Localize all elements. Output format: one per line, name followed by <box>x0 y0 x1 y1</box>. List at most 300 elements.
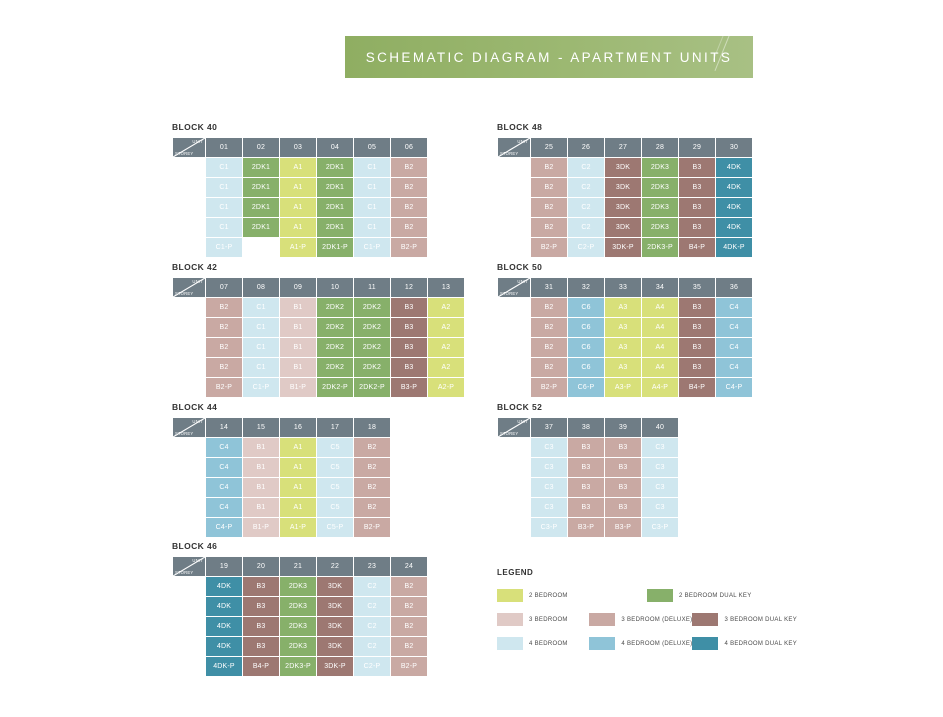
storey-label: 01 <box>498 238 531 258</box>
unit-cell[interactable]: C1 <box>354 198 391 218</box>
unit-cell[interactable]: B2 <box>531 338 568 358</box>
storey-label: 02 <box>173 218 206 238</box>
unit-cell[interactable]: B3 <box>679 198 716 218</box>
unit-number-header[interactable]: 30 <box>716 138 753 158</box>
unit-number-header[interactable]: 17 <box>317 418 354 438</box>
grid-header-row <box>173 418 391 438</box>
storey-label: 01 <box>498 518 531 538</box>
unit-storey-corner-cell <box>173 557 206 577</box>
storey-label: 05 <box>173 577 206 597</box>
block-title: BLOCK 40 <box>172 122 218 132</box>
grid-row <box>498 338 753 358</box>
unit-cell[interactable]: C5 <box>317 498 354 518</box>
unit-cell[interactable]: B2 <box>531 218 568 238</box>
unit-cell[interactable]: 3DK <box>317 637 354 657</box>
unit-cell[interactable]: C3-P <box>642 518 679 538</box>
unit-cell[interactable]: C4 <box>716 318 753 338</box>
unit-number-header[interactable]: 02 <box>243 138 280 158</box>
unit-cell[interactable]: 3DK <box>317 597 354 617</box>
unit-cell[interactable]: C4 <box>716 298 753 318</box>
unit-number-header[interactable]: 36 <box>716 278 753 298</box>
grid-row <box>173 637 428 657</box>
unit-cell[interactable]: B2 <box>391 178 428 198</box>
unit-cell[interactable]: B2 <box>531 198 568 218</box>
unit-number-header[interactable]: 07 <box>206 278 243 298</box>
unit-number-header[interactable]: 22 <box>317 557 354 577</box>
unit-cell[interactable]: C2-P <box>568 238 605 258</box>
unit-number-header[interactable]: 23 <box>354 557 391 577</box>
unit-cell[interactable]: B3 <box>605 458 642 478</box>
unit-cell[interactable]: C6 <box>568 298 605 318</box>
unit-cell[interactable]: B3 <box>391 338 428 358</box>
unit-cell[interactable]: C4 <box>716 358 753 378</box>
unit-cell[interactable]: B1 <box>243 498 280 518</box>
unit-cell[interactable]: C4 <box>206 458 243 478</box>
unit-cell[interactable]: B1 <box>280 358 317 378</box>
unit-cell[interactable]: 3DK <box>605 198 642 218</box>
grid-row <box>173 178 428 198</box>
unit-cell[interactable]: C1-P <box>243 378 280 398</box>
storey-label: 04 <box>173 178 206 198</box>
unit-cell[interactable]: 4DK <box>206 637 243 657</box>
unit-number-header[interactable]: 15 <box>243 418 280 438</box>
unit-number-header[interactable]: 25 <box>531 138 568 158</box>
unit-cell[interactable]: 3DK <box>605 158 642 178</box>
unit-cell[interactable]: B2-P <box>354 518 391 538</box>
unit-cell[interactable]: C4-P <box>206 518 243 538</box>
unit-cell[interactable]: B2 <box>354 438 391 458</box>
unit-cell[interactable]: C1 <box>243 318 280 338</box>
grid-row <box>173 358 465 378</box>
unit-cell[interactable]: 2DK2 <box>317 338 354 358</box>
unit-cell[interactable]: B3 <box>679 158 716 178</box>
unit-number-header[interactable]: 39 <box>605 418 642 438</box>
unit-cell[interactable]: 2DK2 <box>354 298 391 318</box>
unit-cell[interactable]: A1 <box>280 498 317 518</box>
unit-cell[interactable]: B3 <box>243 577 280 597</box>
unit-cell[interactable]: B4-P <box>679 238 716 258</box>
unit-cell[interactable]: C1 <box>354 158 391 178</box>
unit-number-header[interactable]: 05 <box>354 138 391 158</box>
storey-label: 04 <box>498 458 531 478</box>
unit-cell[interactable]: 2DK2-P <box>354 378 391 398</box>
unit-cell[interactable]: B3 <box>568 498 605 518</box>
unit-number-header[interactable]: 21 <box>280 557 317 577</box>
unit-cell[interactable]: 2DK2 <box>354 318 391 338</box>
unit-cell[interactable]: C3 <box>642 498 679 518</box>
unit-cell[interactable]: C4 <box>206 438 243 458</box>
unit-cell[interactable]: 2DK1 <box>243 178 280 198</box>
unit-number-header[interactable]: 31 <box>531 278 568 298</box>
unit-number-header[interactable]: 29 <box>679 138 716 158</box>
unit-cell[interactable]: B3 <box>568 458 605 478</box>
unit-cell[interactable]: B3 <box>679 338 716 358</box>
unit-cell[interactable]: 2DK2 <box>354 338 391 358</box>
storey-label: 03 <box>173 617 206 637</box>
unit-cell[interactable]: B2 <box>391 218 428 238</box>
unit-cell[interactable]: B2 <box>206 318 243 338</box>
unit-cell[interactable]: B3 <box>679 298 716 318</box>
unit-cell[interactable]: A1 <box>280 198 317 218</box>
unit-cell[interactable]: B1 <box>280 318 317 338</box>
unit-grid <box>497 417 679 538</box>
legend-item <box>589 613 692 626</box>
unit-cell[interactable]: 2DK3 <box>280 637 317 657</box>
unit-cell[interactable]: B3 <box>679 218 716 238</box>
unit-cell[interactable]: B3 <box>605 438 642 458</box>
unit-cell[interactable]: A3 <box>605 358 642 378</box>
unit-cell[interactable]: B2-P <box>531 238 568 258</box>
unit-cell[interactable]: C6 <box>568 318 605 338</box>
unit-cell[interactable]: B3 <box>243 617 280 637</box>
unit-cell[interactable]: B1-P <box>280 378 317 398</box>
unit-number-header[interactable]: 09 <box>280 278 317 298</box>
unit-cell[interactable]: C2-P <box>354 657 391 677</box>
unit-cell[interactable]: A1 <box>280 218 317 238</box>
unit-cell[interactable]: B1 <box>243 478 280 498</box>
grid-row <box>173 378 465 398</box>
unit-cell[interactable]: 2DK3 <box>642 198 679 218</box>
unit-cell[interactable]: C4 <box>206 498 243 518</box>
unit-cell[interactable]: B1-P <box>243 518 280 538</box>
unit-cell[interactable]: A1-P <box>280 238 317 258</box>
unit-grid <box>172 556 428 677</box>
unit-number-header[interactable]: 33 <box>605 278 642 298</box>
unit-cell[interactable]: B2 <box>391 577 428 597</box>
unit-cell[interactable]: 2DK1 <box>317 218 354 238</box>
block-title: BLOCK 46 <box>172 541 218 551</box>
unit-cell[interactable]: 2DK2 <box>354 358 391 378</box>
unit-cell[interactable]: A2 <box>428 338 465 358</box>
unit-cell[interactable]: 2DK1 <box>317 178 354 198</box>
unit-number-header[interactable]: 38 <box>568 418 605 438</box>
unit-number-header[interactable]: 24 <box>391 557 428 577</box>
unit-cell[interactable]: B1 <box>243 458 280 478</box>
storey-label: 02 <box>498 218 531 238</box>
unit-cell[interactable]: B2 <box>206 298 243 318</box>
unit-cell[interactable]: B2-P <box>391 238 428 258</box>
unit-cell[interactable]: B3 <box>679 318 716 338</box>
unit-number-header[interactable]: 19 <box>206 557 243 577</box>
unit-cell[interactable]: B3 <box>605 498 642 518</box>
legend-swatch <box>589 637 615 650</box>
unit-cell[interactable]: A1 <box>280 478 317 498</box>
unit-number-header[interactable]: 13 <box>428 278 465 298</box>
unit-cell[interactable]: B4-P <box>679 378 716 398</box>
unit-cell[interactable]: B2 <box>531 358 568 378</box>
grid-row <box>498 378 753 398</box>
unit-cell[interactable]: B2 <box>391 158 428 178</box>
unit-cell[interactable]: C2 <box>354 637 391 657</box>
unit-cell[interactable]: A1 <box>280 158 317 178</box>
unit-cell[interactable]: B3 <box>391 318 428 338</box>
unit-number-header[interactable]: 16 <box>280 418 317 438</box>
unit-cell[interactable]: A2 <box>428 358 465 378</box>
unit-cell[interactable]: A2 <box>428 318 465 338</box>
unit-storey-corner-cell <box>173 418 206 438</box>
unit-cell[interactable]: B1 <box>243 438 280 458</box>
unit-cell[interactable]: B3 <box>679 178 716 198</box>
unit-cell[interactable]: B2 <box>354 478 391 498</box>
unit-cell[interactable]: C1 <box>354 178 391 198</box>
block-title: BLOCK 52 <box>497 402 543 412</box>
unit-cell[interactable]: B1 <box>280 338 317 358</box>
grid-row <box>498 518 679 538</box>
unit-number-header[interactable]: 28 <box>642 138 679 158</box>
unit-number-header[interactable]: 20 <box>243 557 280 577</box>
unit-cell[interactable]: 3DK <box>605 178 642 198</box>
unit-cell[interactable]: C1 <box>206 158 243 178</box>
unit-cell[interactable]: C4 <box>206 478 243 498</box>
unit-cell[interactable]: C3-P <box>531 518 568 538</box>
unit-cell[interactable]: 2DK3-P <box>642 238 679 258</box>
unit-cell[interactable]: 4DK <box>716 198 753 218</box>
unit-cell[interactable]: C5-P <box>317 518 354 538</box>
unit-number-header[interactable]: 40 <box>642 418 679 438</box>
banner-corner-decoration <box>713 36 753 78</box>
unit-cell[interactable]: 4DK <box>716 178 753 198</box>
unit-cell[interactable]: B2 <box>354 458 391 478</box>
unit-number-header[interactable]: 12 <box>391 278 428 298</box>
unit-cell[interactable]: B1 <box>280 298 317 318</box>
unit-cell[interactable]: 4DK-P <box>716 238 753 258</box>
unit-cell[interactable]: C3 <box>642 478 679 498</box>
unit-cell[interactable]: B2 <box>391 597 428 617</box>
unit-cell[interactable]: 3DK <box>317 577 354 597</box>
unit-cell[interactable]: B3-P <box>605 518 642 538</box>
unit-cell[interactable]: 3DK <box>605 218 642 238</box>
unit-cell[interactable]: 2DK2 <box>317 318 354 338</box>
unit-cell[interactable]: B3 <box>391 298 428 318</box>
unit-cell[interactable]: A3 <box>605 298 642 318</box>
unit-storey-corner-cell <box>498 138 531 158</box>
unit-cell[interactable]: A4 <box>642 298 679 318</box>
unit-cell[interactable]: A2 <box>428 298 465 318</box>
unit-cell[interactable]: C2 <box>568 198 605 218</box>
unit-cell[interactable]: B3 <box>391 358 428 378</box>
unit-cell[interactable]: B3-P <box>391 378 428 398</box>
unit-number-header[interactable]: 32 <box>568 278 605 298</box>
unit-cell[interactable]: 4DK <box>716 158 753 178</box>
unit-cell[interactable]: C1 <box>206 218 243 238</box>
unit-cell[interactable]: A4 <box>642 358 679 378</box>
legend-label: 3 BEDROOM <box>529 616 568 623</box>
unit-cell[interactable]: 3DK-P <box>317 657 354 677</box>
unit-cell[interactable]: A4 <box>642 318 679 338</box>
unit-cell[interactable]: B3 <box>243 637 280 657</box>
unit-cell[interactable]: C2 <box>354 577 391 597</box>
unit-cell[interactable]: B2 <box>206 338 243 358</box>
unit-cell[interactable]: C1 <box>243 338 280 358</box>
unit-cell[interactable]: 3DK <box>317 617 354 637</box>
storey-label: 03 <box>498 338 531 358</box>
unit-cell[interactable]: C4 <box>716 338 753 358</box>
grid-row <box>498 478 679 498</box>
unit-number-header[interactable]: 14 <box>206 418 243 438</box>
legend-item <box>647 589 797 602</box>
block-block-44 <box>172 402 391 538</box>
unit-cell[interactable]: B3 <box>568 478 605 498</box>
unit-cell[interactable]: B2 <box>531 178 568 198</box>
grid-row <box>173 298 465 318</box>
unit-cell[interactable]: C1 <box>206 178 243 198</box>
unit-cell[interactable]: C3 <box>531 478 568 498</box>
unit-cell[interactable]: 2DK3 <box>280 617 317 637</box>
unit-cell[interactable]: C1 <box>354 218 391 238</box>
unit-cell[interactable]: 2DK1 <box>243 158 280 178</box>
unit-number-header[interactable]: 37 <box>531 418 568 438</box>
corner-storey-label: STOREY <box>500 431 519 436</box>
grid-header-row <box>173 138 428 158</box>
unit-cell[interactable]: C5 <box>317 478 354 498</box>
unit-cell[interactable]: C4-P <box>716 378 753 398</box>
unit-cell[interactable]: A4-P <box>642 378 679 398</box>
unit-cell[interactable]: B3 <box>605 478 642 498</box>
unit-cell[interactable]: C1 <box>243 298 280 318</box>
unit-number-header[interactable]: 08 <box>243 278 280 298</box>
unit-number-header[interactable]: 06 <box>391 138 428 158</box>
legend-row <box>497 637 797 650</box>
unit-cell[interactable]: B2 <box>354 498 391 518</box>
unit-cell[interactable]: 4DK-P <box>206 657 243 677</box>
unit-cell[interactable]: B2 <box>531 158 568 178</box>
unit-cell[interactable]: A3 <box>605 338 642 358</box>
block-block-50 <box>497 262 753 398</box>
legend-label: 3 BEDROOM DUAL KEY <box>724 616 797 623</box>
grid-row <box>498 438 679 458</box>
unit-cell[interactable]: C2 <box>568 178 605 198</box>
unit-cell[interactable]: 2DK2 <box>317 298 354 318</box>
unit-cell[interactable]: 2DK3 <box>642 158 679 178</box>
legend-label: 4 BEDROOM (DELUXE) <box>621 640 693 647</box>
grid-row <box>173 597 428 617</box>
corner-storey-label: STOREY <box>175 151 194 156</box>
corner-unit-label: UNIT <box>517 419 528 424</box>
unit-cell[interactable]: B2 <box>206 358 243 378</box>
unit-cell[interactable]: A3 <box>605 318 642 338</box>
grid-row <box>498 318 753 338</box>
legend-item <box>589 637 692 650</box>
storey-label: 05 <box>498 438 531 458</box>
unit-cell[interactable]: B3 <box>679 358 716 378</box>
unit-cell[interactable]: A1 <box>280 438 317 458</box>
legend-label: 4 BEDROOM DUAL KEY <box>724 640 797 647</box>
unit-cell[interactable]: B2-P <box>206 378 243 398</box>
unit-number-header[interactable]: 27 <box>605 138 642 158</box>
unit-number-header[interactable]: 11 <box>354 278 391 298</box>
unit-cell[interactable]: A1 <box>280 458 317 478</box>
unit-cell[interactable]: B3 <box>243 597 280 617</box>
grid-row <box>173 657 428 677</box>
unit-cell[interactable]: C1-P <box>206 238 243 258</box>
unit-cell[interactable]: 2DK2-P <box>317 378 354 398</box>
unit-cell[interactable]: B2-P <box>531 378 568 398</box>
unit-cell[interactable]: 4DK <box>716 218 753 238</box>
unit-cell[interactable]: C2 <box>568 158 605 178</box>
unit-cell[interactable]: C2 <box>568 218 605 238</box>
block-block-48 <box>497 122 753 258</box>
unit-number-header[interactable]: 35 <box>679 278 716 298</box>
unit-cell[interactable]: C3 <box>642 458 679 478</box>
unit-number-header[interactable]: 04 <box>317 138 354 158</box>
unit-cell[interactable]: A1-P <box>280 518 317 538</box>
unit-cell[interactable]: A3-P <box>605 378 642 398</box>
unit-cell[interactable]: 2DK1 <box>317 198 354 218</box>
unit-cell[interactable]: C5 <box>317 438 354 458</box>
storey-label: 01 <box>173 518 206 538</box>
unit-cell[interactable]: 2DK1 <box>243 198 280 218</box>
unit-cell[interactable]: A1 <box>280 178 317 198</box>
unit-cell[interactable]: C6 <box>568 358 605 378</box>
unit-cell[interactable]: A2-P <box>428 378 465 398</box>
unit-number-header[interactable]: 01 <box>206 138 243 158</box>
unit-cell[interactable]: C3 <box>531 498 568 518</box>
unit-cell[interactable]: C3 <box>531 458 568 478</box>
unit-cell[interactable]: C5 <box>317 458 354 478</box>
legend-swatch <box>497 589 523 602</box>
unit-cell[interactable]: 3DK-P <box>605 238 642 258</box>
unit-cell[interactable]: C6 <box>568 338 605 358</box>
unit-cell[interactable]: B2 <box>531 318 568 338</box>
unit-cell[interactable]: 2DK3 <box>280 597 317 617</box>
legend-swatch <box>692 613 718 626</box>
unit-cell[interactable]: 2DK1 <box>317 158 354 178</box>
unit-cell[interactable]: A4 <box>642 338 679 358</box>
unit-cell[interactable]: B3 <box>568 438 605 458</box>
unit-cell[interactable]: 4DK <box>206 617 243 637</box>
storey-label: 02 <box>498 498 531 518</box>
unit-cell[interactable]: B2 <box>391 617 428 637</box>
unit-cell[interactable]: C1 <box>206 198 243 218</box>
unit-cell[interactable]: B2-P <box>391 657 428 677</box>
unit-number-header[interactable]: 26 <box>568 138 605 158</box>
storey-label: 02 <box>173 358 206 378</box>
unit-cell[interactable]: B2 <box>531 298 568 318</box>
unit-cell[interactable]: C6-P <box>568 378 605 398</box>
unit-cell[interactable]: 2DK1 <box>243 218 280 238</box>
unit-cell[interactable]: 2DK3 <box>280 577 317 597</box>
unit-cell[interactable]: B4-P <box>243 657 280 677</box>
unit-cell[interactable]: C2 <box>354 597 391 617</box>
unit-cell[interactable]: C2 <box>354 617 391 637</box>
legend-item <box>692 637 797 650</box>
storey-label: 03 <box>173 198 206 218</box>
corner-storey-label: STOREY <box>500 151 519 156</box>
unit-cell[interactable]: 4DK <box>206 597 243 617</box>
unit-cell[interactable]: C1-P <box>354 238 391 258</box>
unit-cell[interactable]: 2DK1-P <box>317 238 354 258</box>
unit-number-header[interactable]: 03 <box>280 138 317 158</box>
unit-cell[interactable]: C3 <box>642 438 679 458</box>
unit-cell[interactable]: 2DK2 <box>317 358 354 378</box>
unit-number-header[interactable]: 10 <box>317 278 354 298</box>
unit-cell[interactable]: C1 <box>243 358 280 378</box>
unit-cell[interactable]: 2DK3 <box>642 178 679 198</box>
unit-cell[interactable]: B2 <box>391 198 428 218</box>
unit-cell[interactable]: 4DK <box>206 577 243 597</box>
storey-label: 01 <box>173 657 206 677</box>
unit-number-header[interactable]: 18 <box>354 418 391 438</box>
unit-cell[interactable]: B2 <box>391 637 428 657</box>
storey-label: 03 <box>173 338 206 358</box>
unit-cell[interactable]: C3 <box>531 438 568 458</box>
corner-storey-label: STOREY <box>500 291 519 296</box>
unit-number-header[interactable]: 34 <box>642 278 679 298</box>
unit-cell[interactable]: 2DK3-P <box>280 657 317 677</box>
unit-cell[interactable]: 2DK3 <box>642 218 679 238</box>
grid-row <box>498 458 679 478</box>
unit-cell[interactable]: B3-P <box>568 518 605 538</box>
